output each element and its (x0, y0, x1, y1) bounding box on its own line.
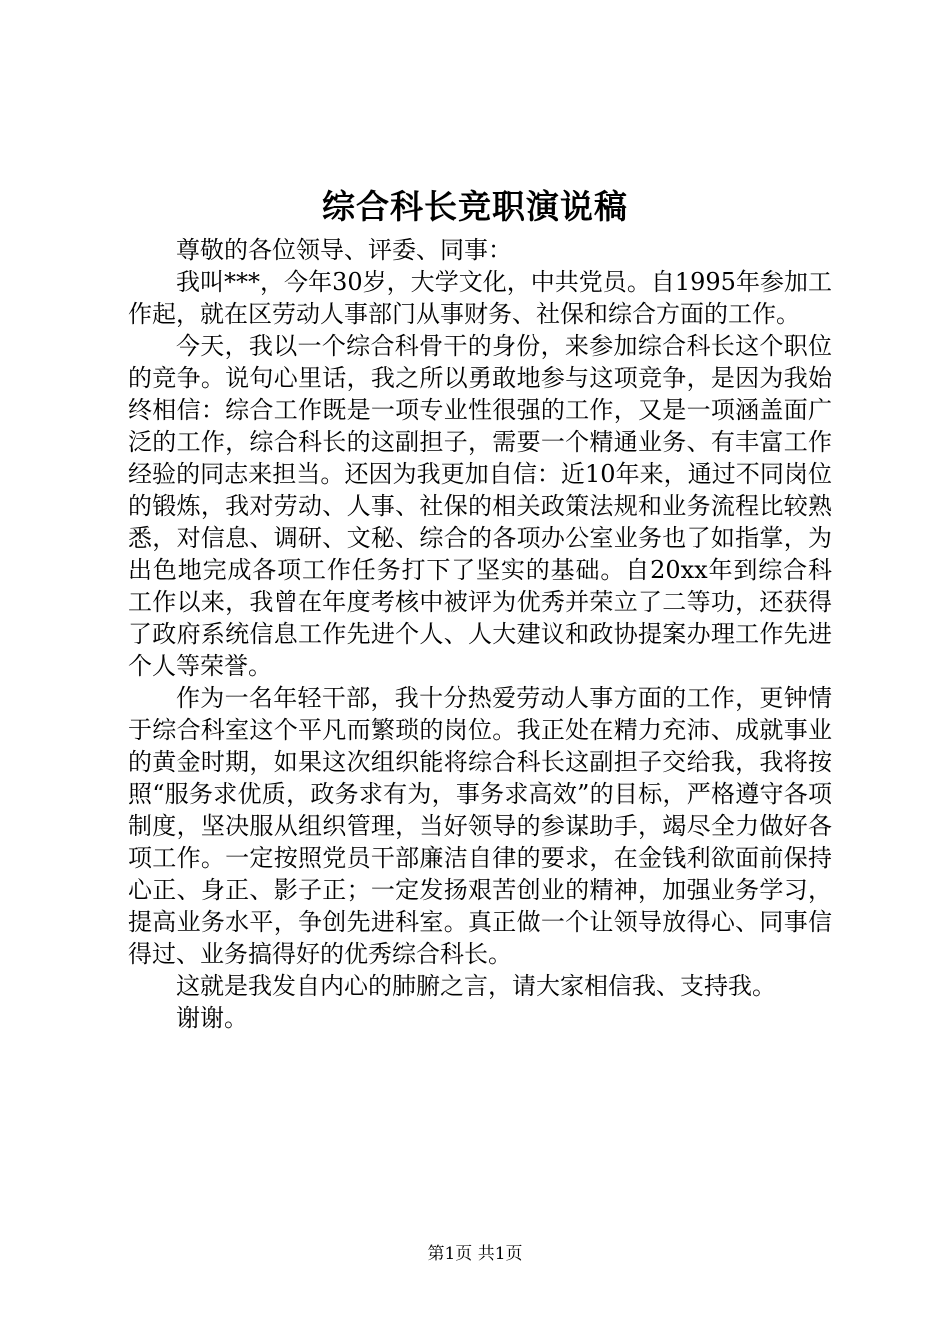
closing-paragraph: 这就是我发自内心的肺腑之言，请大家相信我、支持我。 (176, 972, 776, 1000)
thanks-paragraph: 谢谢。 (176, 1004, 248, 1032)
document-title: 综合科长竞职演说稿 (322, 187, 628, 226)
document-body (128, 234, 832, 1034)
page-footer: 第1页 共1页 (427, 1244, 523, 1264)
intro-paragraph: 我叫***，今年30岁，大学文化，中共党员。自1995年参加工作起，就在区劳动人事部门从事财务、社保和综合方面的工作。 (128, 268, 832, 328)
greeting-paragraph: 尊敬的各位领导、评委、同事： (176, 236, 512, 264)
qualification-paragraph: 今天，我以一个综合科骨干的身份，来参加综合科长这个职位的竞争。说句心里话，我之所以勇敢地参与这项竞争，是因为我始终相信：综合工作既是一项专业性很强的工作，又是一项涵盖面广泛的工作，综合科长的这副担子，需要一个精通业务、有丰富工作经验的同志来担当。还因为我更加自信：近10年来，通过不同岗位的锻炼，我对劳动、人事、社保的相关政策法规和业务流程比较熟悉，对信息、调研、文秘、综合的各项办公室业务也了如指掌，为出色地完成各项工作任务打下了坚实的基础。自20xx年到综合科工作以来，我曾在年度考核中被评为优秀并荣立了二等功，还获得了政府系统信息工作先进个人、人大建议和政协提案办理工作先进个人等荣誉。 (128, 332, 832, 680)
commitment-paragraph: 作为一名年轻干部，我十分热爱劳动人事方面的工作，更钟情于综合科室这个平凡而繁琐的岗位。我正处在精力充沛、成就事业的黄金时期，如果这次组织能将综合科长这副担子交给我，我将按照“服务求优质，政务求有为，事务求高效”的目标，严格遵守各项制度，坚决服从组织管理，当好领导的参谋助手，竭尽全力做好各项工作。一定按照党员干部廉洁自律的要求，在金钱利欲面前保持心正、身正、影子正；一定发扬艰苦创业的精神，加强业务学习，提高业务水平，争创先进科室。真正做一个让领导放得心、同事信得过、业务搞得好的优秀综合科长。 (128, 684, 832, 968)
